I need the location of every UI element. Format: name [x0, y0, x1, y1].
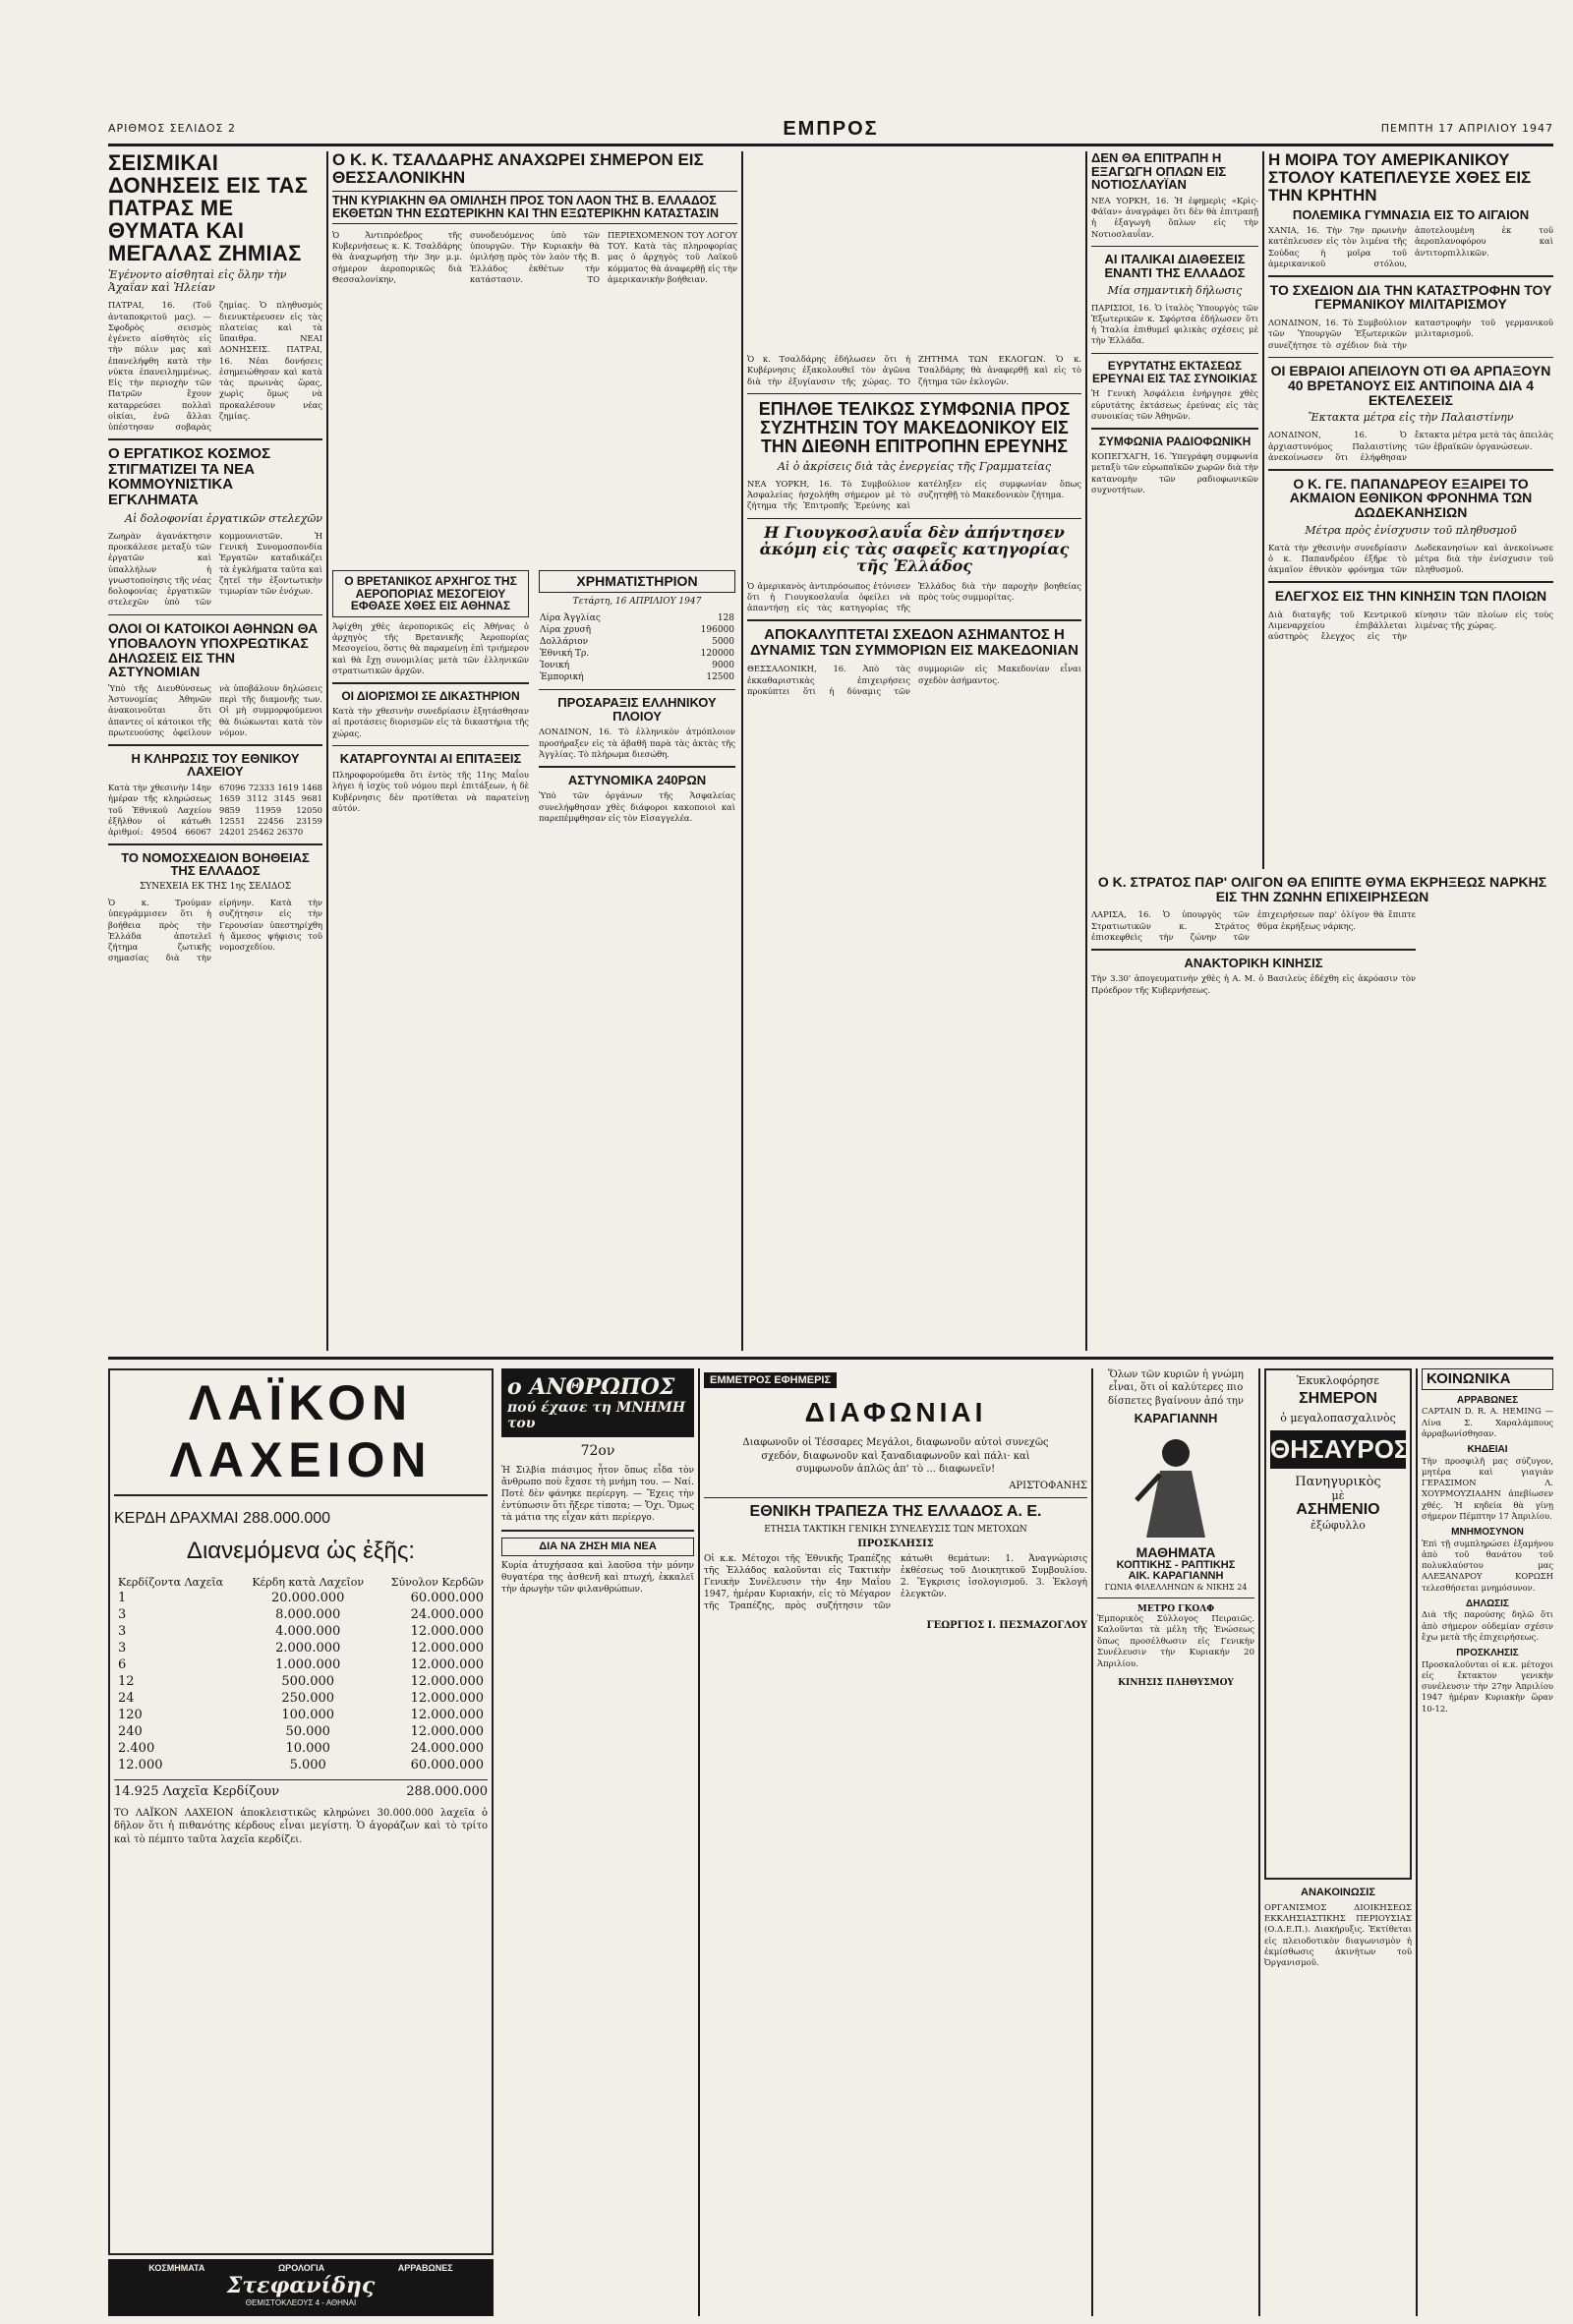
- lottery-row: [114, 1590, 488, 1606]
- serial-episode: 72ον: [580, 1443, 615, 1459]
- lottery-prize-amount: 100.000: [281, 1708, 335, 1722]
- census-article: [108, 621, 322, 738]
- lottery-prize-amount: 10.000: [285, 1741, 330, 1756]
- divider: [1268, 357, 1553, 359]
- lottery-prize-total: 60.000.000: [410, 1758, 484, 1772]
- lottery-draw-body: Κατὰ τὴν χθεσινὴν 14ην ἡμέραν τῆς κληρώσεως τοῦ Ἐθνικοῦ Λαχείου ἐξῆλθον οἱ κάτωθι ἀριθμοί: 49504 66067 67096 72333 1619 1468 1659 3112 3145 9681 9859 11959 12050 12551 22456 23159 24201 25462 26370: [108, 783, 322, 837]
- social-column: [1422, 1368, 1553, 2316]
- notice-title: ΜΕΤΡΟ ΓΚΟΛΦ: [1136, 1604, 1215, 1615]
- british-article: [332, 570, 529, 824]
- lottery-row: [114, 1623, 488, 1640]
- ships-body: Διὰ διαταγῆς τοῦ Κεντρικοῦ Λιμεναρχείου ἐπιβάλλεται αὐστηρὸς ἔλεγχος εἰς τὴν κίνησιν τῶν πλοίων εἰς τοὺς λιμένας τῆς χώρας.: [1268, 609, 1553, 642]
- workers-body: Ζωηρὰν ἀγανάκτησιν προεκάλεσε μεταξὺ τῶν ἐργατῶν καὶ ὑπαλλήλων ἡ γνωστοποίησις τῆς νέας δολοφονίας ἐργατικῶν στελεχῶν ὑπὸ τῶν κομμουνιστῶν. Ἡ Γενικὴ Συνομοσπονδία Ἐργατῶν καταδικάζει τὰ ἐγκλήματα ταῦτα καὶ ζητεῖ τὴν ἐξοντωτικὴν τιμωρίαν τῶν ἐνόχων.: [108, 530, 322, 608]
- census-body: Ὑπὸ τῆς Διευθύνσεως Ἀστυνομίας Ἀθηνῶν ἀνακοινοῦται ὅτι ἀπαντες οἱ κάτοικοι τῆς πρωτευούσης ὀφείλουν νὰ ὑποβάλουν δηλώσεις περὶ τῆς διαμονῆς των. Οἱ μὴ συμμορφούμενοι θὰ διώκωνται κατὰ τὸν νόμον.: [108, 682, 322, 737]
- lottery-draw-headline: Η ΚΛΗΡΩΣΙΣ ΤΟΥ ΕΘΝΙΚΟΥ ΛΑΧΕΙΟΥ: [131, 750, 300, 780]
- italy-headline: ΑΙ ΙΤΑΛΙΚΑΙ ΔΙΑΘΕΣΕΙΣ ΕΝΑΝΤΙ ΤΗΣ ΕΛΛΑΔΟΣ: [1104, 252, 1246, 281]
- lottery-prize-amount: 4.000.000: [275, 1624, 341, 1639]
- yugoslavia-headline: Η Γιουγκοσλαυΐα δὲν ἀπήντησεν ἀκόμη εἰς τὰς σαφεῖς κατηγορίας τῆς Ἑλλάδος: [759, 523, 1070, 575]
- jewellery-ad-address: ΘΕΜΙΣΤΟΚΛΕΟΥΣ 4 - ΑΘΗΝΑΙ: [245, 2298, 357, 2307]
- jewellery-ad-line1: ΚΟΣΜΗΜΑΤΑ: [148, 2263, 205, 2273]
- yugoslav-arms-headline: ΔΕΝ ΘΑ ΕΠΙΤΡΑΠΗ Η ΕΞΑΓΩΓΗ ΟΠΛΩΝ ΕΙΣ ΝΟΤΙΟΣΛΑΥΪΑΝ: [1091, 151, 1227, 193]
- divider: [108, 614, 322, 616]
- aid-body: Ὁ κ. Τρούμαν ὑπεγράμμισεν ὅτι ἡ βοήθεια πρὸς τὴν Ἑλλάδα ἀποτελεῖ ζήτημα ζωτικῆς σημασίας διὰ τὴν εἰρήνην. Κατὰ τὴν συζήτησιν εἰς τὴν Γερουσίαν ὑπεστηρίχθη ἡ ἄμεσος ψήφισις τοῦ νομοσχεδίου.: [108, 898, 322, 963]
- magazine-panigyr: Πανηγυρικὸς: [1295, 1475, 1381, 1490]
- social-title: ΚΟΙΝΩΝΙΚΑ: [1422, 1368, 1553, 1390]
- sewing-address: ΓΩΝΙΑ ΦΙΛΕΛΛΗΝΩΝ & ΝΙΚΗΣ 24: [1104, 1582, 1248, 1592]
- column-1: [108, 151, 322, 1351]
- bank-title: ΕΘΝΙΚΗ ΤΡΑΠΕΖΑ ΤΗΣ ΕΛΛΑΔΟΣ Α. Ε.: [749, 1503, 1042, 1521]
- police-headline: ΑΣΤΥΝΟΜΙΚΑ 240ΡΩΝ: [567, 772, 707, 787]
- lottery-prize-total: 12.000.000: [410, 1641, 484, 1656]
- fleet-body: ΧΑΝΙΑ, 16. Τὴν 7ην πρωινὴν κατέπλευσεν εἰς τὸν λιμένα τῆς Σούδας ἡ μοῖρα τοῦ ἀμερικανικοῦ στόλου, ἀποτελουμένη ἐκ τοῦ ἀεροπλανοφόρου καὶ ἀντιτορπιλλικῶν.: [1268, 225, 1553, 268]
- lottery-prize-total: 12.000.000: [410, 1724, 484, 1739]
- magazine-title: ΘΗΣΑΥΡΟΣ: [1270, 1430, 1406, 1469]
- lottery-prize-total: 24.000.000: [410, 1741, 484, 1756]
- population-heading: ΚΙΝΗΣΙΣ ΠΛΗΘΥΣΜΟΥ: [1118, 1677, 1234, 1688]
- engagements-body: CAPTAIN D. R. A. HEMING — Λίνα Σ. Χαραλάμπους ἀρραβωνίσθησαν.: [1422, 1406, 1553, 1438]
- masthead-rule: [108, 144, 1553, 146]
- divider: [747, 518, 1081, 520]
- lottery-prize-total: ΚΕΡΔΗ ΔΡΑΧΜΑΙ 288.000.000: [114, 1510, 331, 1527]
- lottery-ad: [108, 1368, 494, 2255]
- tsaldaris-subtitle: ΤΗΝ ΚΥΡΙΑΚΗΝ ΘΑ ΟΜΙΛΗΣΗ ΠΡΟΣ ΤΟΝ ΛΑΟΝ ΤΗΣ Β. ΕΛΛΑΔΟΣ ΕΚΘΕΤΩΝ ΤΗΝ ΕΣΩΤΕΡΙΚΗΝ ΚΑΙ ΤΗΝ ΕΞΩΤΕΡΙΚΗΝ ΚΑΤΑΣΤΑΣΙΝ: [332, 191, 737, 224]
- market-row: [539, 636, 735, 648]
- italy-body: ΠΑΡΙΣΙΟΙ, 16. Ὁ ἰταλὸς Ὑπουργὸς τῶν Ἐξωτερικῶν κ. Σφόρτσα ἐδήλωσεν ὅτι ἡ Ἰταλία ἐπιθυμεῖ φιλικὰς σχέσεις μὲ τὴν Ἑλλάδα.: [1091, 302, 1258, 346]
- palestine-body: ΛΟΝΔΙΝΟΝ, 16. Ὁ ἀρχιαστυνόμος Παλαιστίνης ἀνεκοίνωσεν ὅτι ἐλήφθησαν ἔκτακτα μέτρα μετὰ τὰς ἀπειλὰς τῶν ἑβραϊκῶν ὀργανώσεων.: [1268, 430, 1553, 462]
- serial-title: ο ΑΝΘΡΩΠΟΣ: [507, 1374, 675, 1400]
- lottery-distribution-label: Διανεμόμενα ὡς ἑξῆς:: [186, 1538, 416, 1564]
- market-price: 120000: [700, 648, 734, 659]
- jewellery-ad-line2: ΩΡΟΛΟΓΙΑ: [277, 2263, 325, 2273]
- bank-heading: ΠΡΟΣΚΛΗΣΙΣ: [857, 1538, 934, 1549]
- census-headline: ΟΛΟΙ ΟΙ ΚΑΤΟΙΚΟΙ ΑΘΗΝΩΝ ΘΑ ΥΠΟΒΑΛΟΥΝ ΥΠΟΧΡΕΩΤΙΚΑΣ ΔΗΛΩΣΕΙΣ ΕΙΣ ΤΗΝ ΑΣΤΥΝΟΜΙΑΝ: [108, 620, 319, 680]
- shipping-headline: ΠΡΟΣΑΡΑΞΙΣ ΕΛΛΗΝΙΚΟΥ ΠΛΟΙΟΥ: [557, 695, 717, 724]
- lottery-row: [114, 1723, 488, 1740]
- divider: [1091, 428, 1258, 430]
- lottery-header-prize: Κέρδη κατὰ Λαχεῖον: [252, 1576, 365, 1589]
- invitation-body: Προσκαλοῦνται οἱ κ.κ. μέτοχοι εἰς ἔκτακτον γενικὴν συνέλευσιν τὴν 27ην Ἀπριλίου 1947 ἡμέραν Κυριακὴν ὥραν 10-12.: [1422, 1658, 1553, 1714]
- verse-signature: ΑΡΙΣΤΟΦΑΝΗΣ: [1009, 1480, 1087, 1491]
- lottery-header-tickets: Κερδίζοντα Λαχεῖα: [118, 1576, 224, 1589]
- quake-article: [108, 151, 322, 433]
- jewellery-ad-line3: ΑΡΡΑΒΩΝΕΣ: [397, 2263, 453, 2273]
- serial-banner: [501, 1368, 694, 1437]
- lottery-row: [114, 1606, 488, 1623]
- lottery-ticket-count: 12: [118, 1674, 135, 1689]
- british-body: Ἀφίχθη χθὲς ἀεροπορικῶς εἰς Ἀθήνας ὁ ἀρχηγὸς τῆς Βρετανικῆς Ἀεροπορίας Μεσογείου, ὅστις θὰ παραμείνῃ ἐπὶ τριήμερον καὶ θὰ ἔχῃ συνομιλίας μετὰ τῶν ἑλληνικῶν στρατιωτικῶν ἀρχῶν.: [332, 620, 529, 675]
- divider: [332, 682, 529, 684]
- column-rule: [1262, 151, 1264, 869]
- column-rule: [326, 151, 328, 1351]
- fleet-headline: Η ΜΟΙΡΑ ΤΟΥ ΑΜΕΡΙΚΑΝΙΚΟΥ ΣΤΟΛΟΥ ΚΑΤΕΠΛΕΥΣΕ ΧΘΕΣ ΕΙΣ ΤΗΝ ΚΡΗΤΗΝ: [1268, 151, 1532, 204]
- sewing-quote: Ὅλων τῶν κυριῶν ἡ γνώμη εἶναι, ὅτι οἱ καλύτερες πιο δίσπετες βγαίνουν ἀπό την: [1107, 1369, 1244, 1407]
- macedonia-subtitle: Αἱ ὁ ἀκρίσεις διὰ τὰς ἐνεργείας τῆς Γραμματείας: [777, 459, 1052, 473]
- searches-body: Ἡ Γενικὴ Ἀσφάλεια ἐνήργησε χθὲς εὐρυτάτης ἐκτάσεως ἐρεύνας εἰς τὰς συνοικίας τῶν Ἀθηνῶν.: [1091, 388, 1258, 421]
- lottery-total-value: 288.000.000: [406, 1784, 488, 1799]
- lottery-ticket-count: 2.400: [118, 1741, 155, 1756]
- lottery-draw-article: [108, 752, 322, 839]
- verse-body: Διαφωνοῦν οἱ Τέσσαρες Μεγάλοι, διαφωνοῦν αὐτοὶ συνεχῶς σχεδόν, διαφωνοῦν καὶ ξαναδιαφωνοῦν καὶ πάλι· καὶ συμφωνοῦν ἁπλῶς ἀπ' τὸ ... διαφωνεῖν!: [742, 1437, 1049, 1476]
- market-price: 9000: [712, 660, 734, 670]
- quake-body: ΠΑΤΡΑΙ, 16. (Τοῦ ἀνταποκριτοῦ μας). — Σφοδρὸς σεισμὸς ἐγένετο αἰσθητὸς εἰς τὴν πόλιν μας καὶ ἐπανελήφθη κατὰ τὴν νύκτα ἐπανειλημμένως. Εἰς τὴν περιοχὴν τῶν Πατρῶν ἔχουν καταρρεύσει πολλαὶ οἰκίαι, ἐνῶ ἄλλαι ὑπέστησαν σοβαρὰς ζημίας. Ὁ πληθυσμὸς διενυκτέρευσεν εἰς τὰς πλατείας καὶ τὰ ὕπαιθρα. ΝΕΑΙ ΔΟΝΗΣΕΙΣ. ΠΑΤΡΑΙ, 16. Νέαι δονήσεις ἐσημειώθησαν καὶ κατὰ τὰς πρωινὰς ὥρας, χωρὶς ὅμως νὰ προκαλέσουν νέας ζημίας.: [108, 300, 322, 433]
- invitation-heading: ΠΡΟΣΚΛΗΣΙΣ: [1456, 1648, 1519, 1658]
- lottery-row: [114, 1656, 488, 1673]
- market-row: [539, 660, 735, 671]
- divider: [501, 1530, 694, 1532]
- divider: [747, 619, 1081, 621]
- lottery-prize-amount: 2.000.000: [275, 1641, 341, 1656]
- memorial-heading: ΜΝΗΜΟΣΥΝΟΝ: [1451, 1527, 1524, 1538]
- divider: [1091, 353, 1258, 355]
- sewing-illustration-icon: [1117, 1431, 1235, 1540]
- dodecanese-subtitle: Μέτρα πρὸς ἐνίσχυσιν τοῦ πληθυσμοῦ: [1305, 523, 1517, 537]
- lottery-row: [114, 1757, 488, 1773]
- ships-headline: ΕΛΕΓΧΟΣ ΕΙΣ ΤΗΝ ΚΙΝΗΣΙΝ ΤΩΝ ΠΛΟΙΩΝ: [1274, 587, 1547, 604]
- sewing-ad-column: [1097, 1368, 1254, 2316]
- bank-body: Οἱ κ.κ. Μέτοχοι τῆς Ἐθνικῆς Τραπέζης τῆς Ἑλλάδος καλοῦνται εἰς Τακτικὴν Γενικὴν Συνέλευσιν τὴν 4ην Μαΐου 1947, ἡμέραν Κυριακήν, εἰς τὸ Μέγαρον τῆς Τραπέζης, πρὸς συζήτησιν τῶν κάτωθι θεμάτων: 1. Ἀναγνώρισις ἐκθέσεως τοῦ Διοικητικοῦ Συμβουλίου. 2. Ἔγκρισις ἰσολογισμοῦ. 3. Ἐκλογὴ ἐλεγκτῶν.: [704, 1553, 1087, 1612]
- market-price: 128: [717, 612, 734, 623]
- lottery-prize-total: 12.000.000: [410, 1674, 484, 1689]
- lottery-ticket-count: 3: [118, 1607, 127, 1622]
- engagements-heading: ΑΡΡΑΒΩΝΕΣ: [1456, 1394, 1519, 1406]
- magazine-with: μὲ: [1331, 1489, 1345, 1503]
- lottery-total-row: [114, 1779, 488, 1799]
- serial-tagline: πού έχασε τη ΜΝΗΜΗ του: [507, 1400, 686, 1431]
- issue-date: ΠΕΜΠΤΗ 17 ΑΠΡΙΛΙΟΥ 1947: [1380, 122, 1553, 135]
- lottery-prize-total: 12.000.000: [410, 1657, 484, 1672]
- column-5: [1268, 151, 1553, 1351]
- column-rule: [741, 151, 743, 1351]
- lottery-prize-amount: 20.000.000: [270, 1591, 345, 1605]
- jewellery-ad: [108, 2259, 494, 2316]
- radio-headline: ΣΥΜΦΩΝΙΑ ΡΑΔΙΟΦΩΝΙΚΗ: [1098, 434, 1252, 448]
- lottery-row: [114, 1690, 488, 1707]
- section-rule: [108, 1357, 1553, 1360]
- market-date: Τετάρτη, 16 ΑΠΡΙΛΙΟΥ 1947: [572, 596, 702, 607]
- newspaper-name: ΕΜΠΡΟΣ: [783, 118, 879, 140]
- workers-article: [108, 446, 322, 609]
- lottery-prize-amount: 5.000: [289, 1758, 326, 1772]
- market-block: [539, 570, 735, 824]
- lottery-ticket-count: 1: [118, 1591, 127, 1605]
- lottery-ticket-count: 120: [118, 1708, 143, 1722]
- lottery-prize-total: 12.000.000: [410, 1708, 484, 1722]
- column-rule: [698, 1368, 700, 2316]
- market-price: 12500: [706, 671, 734, 682]
- lottery-prize-amount: 1.000.000: [275, 1657, 341, 1672]
- declaration-body: Διὰ τῆς παρούσης δηλῶ ὅτι ἀπὸ σήμερον οὐδεμίαν σχέσιν ἔχω μετὰ τῆς ἐπιχειρήσεως.: [1422, 1609, 1553, 1642]
- quake-headline: ΣΕΙΣΜΙΚΑΙ ΔΟΝΗΣΕΙΣ ΕΙΣ ΤΑΣ ΠΑΤΡΑΣ ΜΕ ΘΥΜΑΤΑ ΚΑΙ ΜΕΓΑΛΑΣ ΖΗΜΙΑΣ: [108, 151, 309, 266]
- verse-title: ΔΙΑΦΩΝΙΑΙ: [804, 1397, 987, 1427]
- divider: [747, 393, 1081, 395]
- aid-subtitle: ΣΥΝΕΧΕΙΑ ΕΚ ΤΗΣ 1ης ΣΕΛΙΔΟΣ: [139, 882, 292, 893]
- page-number-label: ΑΡΙΘΜΟΣ ΣΕΛΙΔΟΣ 2: [108, 122, 236, 135]
- aid-headline: ΤΟ ΝΟΜΟΣΧΕΔΙΟΝ ΒΟΗΘΕΙΑΣ ΤΗΣ ΕΛΛΑΔΟΣ: [121, 849, 310, 879]
- sewing-lessons: ΜΑΘΗΜΑΤΑ: [1136, 1543, 1216, 1560]
- divider: [108, 438, 322, 440]
- lottery-prize-amount: 8.000.000: [275, 1607, 341, 1622]
- dodecanese-body: Κατὰ τὴν χθεσινὴν συνεδρίασιν ὁ κ. Παπανδρέου ἐξῆρε τὸ ἀκμαῖον ἐθνικὸν φρόνημα τῶν Δωδεκανησίων καὶ ἀνεκοίνωσε μέτρα διὰ τὴν ἐνίσχυσιν τοῦ πληθυσμοῦ.: [1268, 542, 1553, 575]
- lottery-prize-table: [114, 1575, 488, 1773]
- jewellery-ad-brand: Στεφανίδης: [226, 2273, 376, 2298]
- verse-tag: ΕΜΜΕΤΡΟΣ ΕΦΗΜΕΡΙΣ: [704, 1372, 837, 1388]
- magazine-silver: ΑΣΗΜΕΝΙΟ: [1296, 1501, 1380, 1519]
- column-rule: [1085, 151, 1087, 1351]
- lottery-prize-total: 24.000.000: [410, 1607, 484, 1622]
- column-2b: [332, 570, 737, 1351]
- church-notice-title: ΑΝΑΚΟΙΝΩΣΙΣ: [1301, 1888, 1375, 1898]
- sewing-teacher: ΑΙΚ. ΚΑΡΑΓΙΑΝΝΗ: [1128, 1570, 1224, 1583]
- funerals-body: Τὴν προσφιλῆ μας σύζυγον, μητέρα καὶ γιαγιὰν ΓΕΡΑΣΙΜΟΝ Λ. ΧΟΥΡΜΟΥΖΙΑΔΗΝ ἀπεβίωσεν χθές. Ἡ κηδεία θὰ γίνῃ σήμερον Πέμπτην 17 Ἀπριλίου.: [1422, 1455, 1553, 1521]
- yugoslavia-body: Ὁ ἀμερικανὸς ἀντιπρόσωπος ἐτόνισεν ὅτι ἡ Γιουγκοσλαυΐα ὀφείλει νὰ ἀπαντήσῃ εἰς τὰς κατηγορίας τῆς Ἑλλάδος διὰ τὴν παροχὴν βοηθείας πρὸς τοὺς συμμορίτας.: [747, 580, 1081, 613]
- market-instrument: Λίρα Ἀγγλίας: [540, 612, 601, 623]
- yugoslav-arms-body: ΝΕΑ ΥΟΡΚΗ, 16. Ἡ ἐφημερὶς «Κρὶς-Φάϊαν» ἀναγράφει ὅτι δὲν θὰ ἐπιτραπῇ ἡ ἐξαγωγὴ ὅπλων εἰς τὴν Νοτιοσλαυΐαν.: [1091, 195, 1258, 239]
- serial-column: [501, 1368, 694, 2316]
- lottery-prize-amount: 50.000: [285, 1724, 330, 1739]
- declaration-heading: ΔΗΛΩΣΙΣ: [1466, 1598, 1509, 1609]
- bank-signature: ΓΕΩΡΓΙΟΣ Ι. ΠΕΣΜΑΖΟΓΛΟΥ: [926, 1620, 1087, 1632]
- magazine-intro: Ἐκυκλοφόρησε: [1296, 1374, 1379, 1387]
- italy-subtitle: Μία σημαντικὴ δήλωσις: [1107, 283, 1243, 297]
- lottery-row: [114, 1707, 488, 1723]
- market-price: 196000: [700, 624, 734, 635]
- divider: [704, 1497, 1087, 1499]
- aid-article: [108, 851, 322, 964]
- lottery-ticket-count: 6: [118, 1657, 127, 1672]
- market-price: 5000: [712, 636, 734, 647]
- macedonia-body: ΝΕΑ ΥΟΡΚΗ, 16. Τὸ Συμβούλιον Ἀσφαλείας ἠσχολήθη σήμερον μὲ τὸ ζήτημα τῆς Ἐπιτροπῆς Ἐρεύνης καὶ κατέληξεν εἰς συμφωνίαν ὅπως συζητηθῇ τὸ Μακεδονικὸν ζήτημα.: [747, 478, 1081, 511]
- bands-body: ΘΕΣΣΑΛΟΝΙΚΗ, 16. Ἀπὸ τὰς ἐκκαθαριστικὰς ἐπιχειρήσεις προκύπτει ὅτι ἡ δύναμις τῶν συμμοριῶν εἰς Μακεδονίαν εἶναι σχεδὸν ἀσήμαντος.: [747, 664, 1081, 696]
- church-notice-body: ΟΡΓΑΝΙΣΜΟΣ ΔΙΟΙΚΗΣΕΩΣ ΕΚΚΛΗΣΙΑΣΤΙΚΗΣ ΠΕΡΙΟΥΣΙΑΣ (Ο.Δ.Ε.Π.). Διακήρυξις. Ἐκτίθεται εἰς πλειοδοτικὸν διαγωνισμὸν ἡ ἐκμίσθωσις ἀκινήτων τοῦ Ὀργανισμοῦ.: [1264, 1902, 1412, 1969]
- lottery-total-label: 14.925 Λαχεῖα Κερδίζουν: [114, 1784, 280, 1799]
- charity-headline: ΔΙΑ ΝΑ ΖΗΣΗ ΜΙΑ ΝΕΑ: [501, 1538, 694, 1557]
- lottery-prize-amount: 500.000: [281, 1674, 335, 1689]
- market-row: [539, 648, 735, 660]
- fleet-subtitle: ΠΟΛΕΜΙΚΑ ΓΥΜΝΑΣΙΑ ΕΙΣ ΤΟ ΑΙΓΑΙΟΝ: [1292, 206, 1530, 222]
- divider: [539, 766, 735, 768]
- lottery-ticket-count: 24: [118, 1691, 135, 1706]
- requisition-body: Πληροφορούμεθα ὅτι ἐντὸς τῆς 11ης Μαΐου λήγει ἡ ἰσχὺς τοῦ νόμου περὶ ἐπιτάξεων, ἡ δὲ Κυβέρνησις δὲν προτίθεται νὰ παρατείνῃ αὐτόν.: [332, 770, 529, 813]
- lottery-title: ΛΑΪΚΟΝ ΛΑΧΕΙΟΝ: [114, 1374, 488, 1496]
- magazine-today: ΣΗΜΕΡΟΝ: [1299, 1390, 1377, 1407]
- verse-column: [704, 1368, 1087, 2316]
- palace-body: Τὴν 3.30' ἀπογευματινὴν χθὲς ἡ Α. Μ. ὁ Βασιλεὺς ἐδέχθη εἰς ἀκρόασιν τὸν Πρόεδρον τῆς Κυβερνήσεως.: [1091, 973, 1416, 995]
- lottery-prize-total: 12.000.000: [410, 1624, 484, 1639]
- lottery-row: [114, 1673, 488, 1690]
- palestine-subtitle: Ἔκτακτα μέτρα εἰς τὴν Παλαιστίνην: [1308, 411, 1514, 425]
- germany-body: ΛΟΝΔΙΝΟΝ, 16. Τὸ Συμβούλιον τῶν Ὑπουργῶν Ἐξωτερικῶν συνεζήτησε τὸ σχέδιον διὰ τὴν καταστροφὴν τοῦ γερμανικοῦ μιλιταρισμοῦ.: [1268, 318, 1553, 350]
- column-rule: [1416, 1368, 1418, 2316]
- lottery-row: [114, 1740, 488, 1757]
- lottery-ticket-count: 240: [118, 1724, 143, 1739]
- magazine-ad: [1264, 1368, 1412, 1880]
- masthead: [108, 118, 1553, 140]
- funerals-heading: ΚΗΔΕΙΑΙ: [1467, 1444, 1508, 1455]
- shipping-body: ΛΟΝΔΙΝΟΝ, 16. Τὸ ἑλληνικὸν ἀτμόπλοιον προσήραξεν εἰς τὰ ἀβαθῆ παρὰ τὰς ἀκτὰς τῆς Ἀγγλίας. Τὸ πλήρωμα διεσώθη.: [539, 726, 735, 759]
- germany-headline: ΤΟ ΣΧΕΔΙΟΝ ΔΙΑ ΤΗΝ ΚΑΤΑΣΤΡΟΦΗΝ ΤΟΥ ΓΕΡΜΑΝΙΚΟΥ ΜΙΛΙΤΑΡΙΣΜΟΥ: [1269, 281, 1552, 313]
- market-instrument: Ἐθνική Τρ.: [540, 648, 590, 659]
- workers-subtitle: Αἱ δολοφονίαι ἐργατικῶν στελεχῶν: [125, 511, 322, 525]
- notice-body: Ἐμπορικὸς Σύλλογος Πειραιῶς. Καλοῦνται τὰ μέλη τῆς Ἑνώσεως ὅπως προσέλθωσιν εἰς Γενικὴν Συνέλευσιν τὴν Κυριακήν 20 Ἀπριλίου.: [1097, 1614, 1254, 1669]
- tsaldaris-headline: Ο Κ. Κ. ΤΣΑΛΔΑΡΗΣ ΑΝΑΧΩΡΕΙ ΣΗΜΕΡΟΝ ΕΙΣ ΘΕΣΣΑΛΟΝΙΚΗΝ: [332, 151, 704, 187]
- market-row: [539, 624, 735, 636]
- quake-subtitle: Ἐγένοντο αἰσθηταὶ εἰς ὅλην τὴν Ἀχαΐαν καὶ Ἠλείαν: [108, 268, 287, 295]
- divider: [539, 689, 735, 691]
- macedonia-headline: ΕΠΗΛΘΕ ΤΕΛΙΚΩΣ ΣΥΜΦΩΝΙΑ ΠΡΟΣ ΣΥΖΗΤΗΣΙΝ ΤΟΥ ΜΑΚΕΔΟΝΙΚΟΥ ΕΙΣ ΤΗΝ ΔΙΕΘΝΗ ΕΠΙΤΡΟΠΗΝ ΕΡΕΥΝΗΣ: [758, 399, 1071, 457]
- divider: [108, 744, 322, 746]
- lottery-header-total: Σύνολον Κερδῶν: [390, 1576, 484, 1589]
- divider: [332, 745, 529, 747]
- column-3-upper-body: Ὁ κ. Τσαλδάρης ἐδήλωσεν ὅτι ἡ Κυβέρνησις ἐξακολουθεῖ τὸν ἀγῶνα διὰ τὴν ἐξυγίανσιν τῆς χώρας. ΤΟ ΖΗΤΗΜΑ ΤΩΝ ΕΚΛΟΓΩΝ. Ὁ κ. Τσαλδάρης θὰ ἀναφερθῇ καὶ εἰς τὸ ζήτημα τῶν ἐκλογῶν.: [747, 354, 1081, 386]
- divider: [108, 843, 322, 845]
- lottery-prize-amount: 250.000: [281, 1691, 335, 1706]
- army-headline: Ο Κ. ΣΤΡΑΤΟΣ ΠΑΡ' ΟΛΙΓΟΝ ΘΑ ΕΠΙΠΤΕ ΘΥΜΑ ΕΚΡΗΞΕΩΣ ΝΑΡΚΗΣ ΕΙΣ ΤΗΝ ΖΩΝΗΝ ΕΠΙΧΕΙΡΗΣΕΩΝ: [1097, 875, 1547, 904]
- charity-body: Κυρία ἀτυχήσασα καὶ λαοῦσα τὴν μόνην θυγατέρα της ἀσθενῆ καὶ πτωχή, ἐκκαλεῖ τὴν ἀρωγὴν τῶν φιλανθρώπων.: [501, 1561, 694, 1596]
- column-2: [332, 151, 737, 564]
- market-row: [539, 671, 735, 683]
- army-body: ΛΑΡΙΣΑ, 16. Ὁ ὑπουργὸς τῶν Στρατιωτικῶν κ. Στράτος ἐπισκεφθεὶς τὴν ζώνην τῶν ἐπιχειρήσεων παρ' ὀλίγον θὰ ἔπιπτε θῦμα ἐκρήξεως νάρκης.: [1091, 909, 1416, 942]
- lottery-ticket-count: 12.000: [118, 1758, 163, 1772]
- tsaldaris-body: Ὁ Ἀντιπρόεδρος τῆς Κυβερνήσεως κ. Κ. Τσαλδάρης θὰ ἀναχωρήσῃ τὴν 3ην μ.μ. σήμερον ἀεροπορικῶς διὰ Θεσσαλονίκην, συνοδευόμενος ὑπὸ τῶν ὑπουργῶν. Τὴν Κυριακὴν θὰ ὁμιλήσῃ πρὸς τὸν λαὸν τῆς Β. Ἑλλάδος ἐκθέτων τὴν κατάστασιν. ΤΟ ΠΕΡΙΕΧΟΜΕΝΟΝ ΤΟΥ ΛΟΓΟΥ ΤΟΥ. Κατὰ τὰς πληροφορίας μας ὁ ἀρχηγὸς τοῦ Λαϊκοῦ κόμματος θὰ ἀναφερθῇ εἰς τὴν ἀμερικανικὴν βοήθειαν.: [332, 229, 737, 284]
- police-body: Ὑπὸ τῶν ὀργάνων τῆς Ἀσφαλείας συνελήφθησαν χθὲς διάφοροι κακοποιοὶ καὶ παρεπέμφθησαν εἰς τὸν Εἰσαγγελέα.: [539, 790, 735, 823]
- memorial-body: Ἐπὶ τῇ συμπληρώσει ἑξαμήνου ἀπὸ τοῦ θανάτου τοῦ πολυκλαύστου μας ΑΛΕΞΑΝΔΡΟΥ ΚΟΡΩΣΗ τελεσθήσεται μνημόσυνον.: [1422, 1538, 1553, 1593]
- church-notice: [1264, 1888, 1412, 2316]
- market-instrument: Δολλάριον: [540, 636, 589, 647]
- dioris-body: Κατὰ τὴν χθεσινὴν συνεδρίασιν ἐξητάσθησαν αἱ προτάσεις διορισμῶν εἰς τὰ δικαστήρια τῆς χώρας.: [332, 706, 529, 738]
- column-rule: [1258, 1368, 1260, 2316]
- divider: [1097, 1598, 1254, 1599]
- market-row: [539, 612, 735, 624]
- bands-headline: ΑΠΟΚΑΛΥΠΤΕΤΑΙ ΣΧΕΔΟΝ ΑΣΗΜΑΝΤΟΣ Η ΔΥΝΑΜΙΣ ΤΩΝ ΣΥΜΜΟΡΙΩΝ ΕΙΣ ΜΑΚΕΔΟΝΙΑΝ: [750, 625, 1078, 659]
- magazine-cover: ἐξώφυλλο: [1311, 1518, 1366, 1532]
- serial-body: Ἡ Σιλβία πιάσιμος ἦτον ὅπως εἶδα τὸν ἄνθρωπο ποὺ ἔχασε τὴ μνήμη του. — Ναί. Ποτὲ δὲν φάνηκε περίεργη. — Ἔχεις τὴν ἐντύπωσιν ὅτι ἤξερε τίποτα; — Ὄχι. Ὅμως τὰ μάτια της εἶχαν κάτι περίεργο.: [501, 1466, 694, 1524]
- column-3: [747, 354, 1081, 1351]
- lottery-footer: ΤΟ ΛΑΪΚΟΝ ΛΑΧΕΙΟΝ ἀποκλειστικῶς κληρώνει 30.000.000 λαχεῖα ὁ δῆλον ὅτι ἡ πιθανότης κέρδους εἶναι μεγίστη. Ὁ ἀγοράζων καὶ τὸ τρίτο καὶ τὸ πέμπτο ταῦτα λαχεῖα κερδίζει.: [114, 1808, 488, 1845]
- radio-body: ΚΟΠΕΓΧΑΓΗ, 16. Ὑπεγράφη συμφωνία μεταξὺ τῶν εὐρωπαϊκῶν χωρῶν διὰ τὴν κατανομὴν τῶν ραδιοφωνικῶν συχνοτήτων.: [1091, 451, 1258, 494]
- market-instrument: Ἰονική: [540, 660, 570, 670]
- divider: [1091, 246, 1258, 248]
- sewing-lessons-detail: ΚΟΠΤΙΚΗΣ - ΡΑΠΤΙΚΗΣ: [1116, 1558, 1236, 1571]
- column-rule: [1091, 1368, 1093, 2316]
- magazine-the-big: ὁ μεγαλοπασχαλινὸς: [1280, 1411, 1396, 1424]
- workers-headline: Ο ΕΡΓΑΤΙΚΟΣ ΚΟΣΜΟΣ ΣΤΙΓΜΑΤΙΖΕΙ ΤΑ ΝΕΑ ΚΟΜΜΟΥΝΙΣΤΙΚΑ ΕΓΚΛΗΜΑΤΑ: [108, 444, 271, 509]
- palestine-headline: ΟΙ ΕΒΡΑΙΟΙ ΑΠΕΙΛΟΥΝ ΟΤΙ ΘΑ ΑΡΠΑΞΟΥΝ 40 ΒΡΕΤΑΝΟΥΣ ΕΙΣ ΑΝΤΙΠΟΙΝΑ ΔΙΑ 4 ΕΚΤΕΛΕΣΕΙΣ: [1270, 363, 1551, 408]
- sewing-brand: ΚΑΡΑΓΙΑΝΝΗ: [1134, 1411, 1218, 1426]
- dioris-headline: ΟΙ ΔΙΟΡΙΣΜΟΙ ΣΕ ΔΙΚΑΣΤΗΡΙΟΝ: [341, 688, 520, 703]
- market-headline: ΧΡΗΜΑΤΙΣΤΗΡΙΟΝ: [539, 570, 735, 593]
- lottery-prize-total: 12.000.000: [410, 1691, 484, 1706]
- lottery-row: [114, 1640, 488, 1656]
- lottery-prize-total: 60.000.000: [410, 1591, 484, 1605]
- market-instrument: Λίρα χρυσῆ: [540, 624, 592, 635]
- dodecanese-headline: Ο Κ. ΓΕ. ΠΑΠΑΝΔΡΕΟΥ ΕΞΑΙΡΕΙ ΤΟ ΑΚΜΑΙΟΝ ΕΘΝΙΚΟΝ ΦΡΟΝΗΜΑ ΤΩΝ ΔΩΔΕΚΑΝΗΣΙΩΝ: [1289, 475, 1533, 520]
- searches-headline: ΕΥΡΥΤΑΤΗΣ ΕΚΤΑΣΕΩΣ ΕΡΕΥΝΑΙ ΕΙΣ ΤΑΣ ΣΥΝΟΙΚΙΑΣ: [1092, 359, 1257, 385]
- requisition-headline: ΚΑΤΑΡΓΟΥΝΤΑΙ ΑΙ ΕΠΙΤΑΞΕΙΣ: [339, 751, 522, 767]
- lottery-ticket-count: 3: [118, 1624, 127, 1639]
- market-table: [539, 612, 735, 683]
- divider: [1268, 275, 1553, 277]
- divider: [1268, 469, 1553, 471]
- market-instrument: Ἐμπορική: [540, 671, 584, 682]
- divider: [1268, 581, 1553, 583]
- british-headline: Ο ΒΡΕΤΑΝΙΚΟΣ ΑΡΧΗΓΟΣ ΤΗΣ ΑΕΡΟΠΟΡΙΑΣ ΜΕΣΟΓΕΙΟΥ ΕΦΘΑΣΕ ΧΘΕΣ ΕΙΣ ΑΘΗΝΑΣ: [332, 570, 529, 617]
- palace-headline: ΑΝΑΚΤΟΡΙΚΗ ΚΙΝΗΣΙΣ: [1184, 955, 1323, 970]
- sewing-figure: [1117, 1431, 1235, 1540]
- bank-subtitle: ΕΤΗΣΙΑ ΤΑΚΤΙΚΗ ΓΕΝΙΚΗ ΣΥΝΕΛΕΥΣΙΣ ΤΩΝ ΜΕΤΟΧΩΝ: [764, 1524, 1027, 1535]
- lottery-ticket-count: 3: [118, 1641, 127, 1656]
